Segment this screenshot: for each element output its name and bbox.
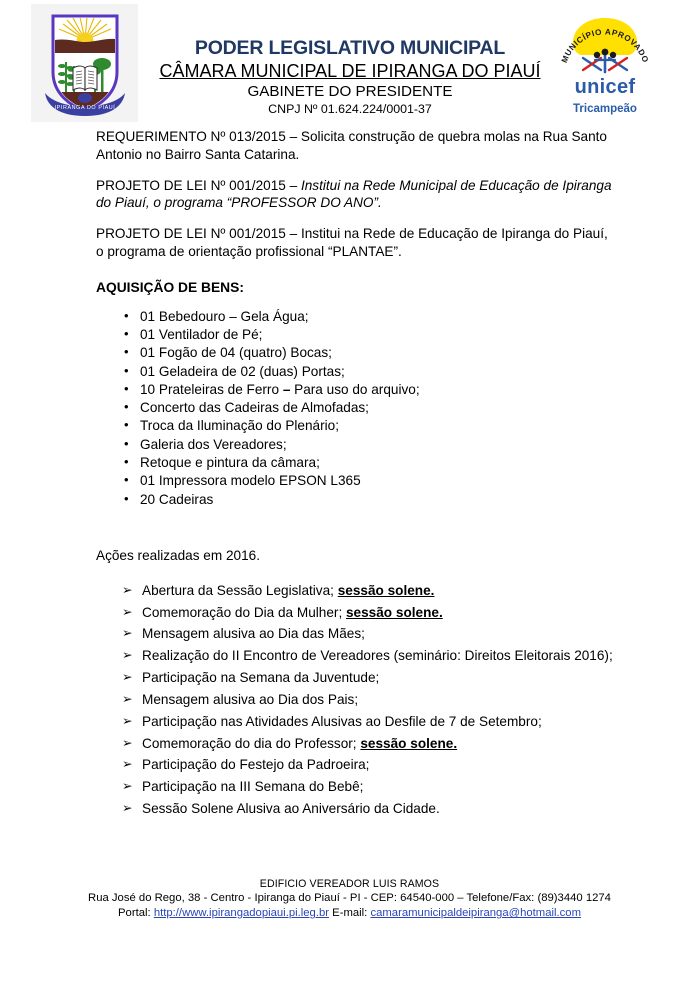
goods-item-text: 10 Prateleiras de Ferro (140, 381, 283, 397)
page-title: PODER LEGISLATIVO MUNICIPAL (194, 37, 506, 59)
coat-of-arms-icon (37, 10, 133, 120)
goods-item-emphasis: – (282, 381, 291, 397)
coat-of-arms-banner-text: IPIRANGA DO PIAUÍ (54, 105, 115, 111)
paragraph-rest-0: Solicita construção de quebra molas na Rua Santo Antonio no Bairro Santa Catarina. (96, 129, 607, 162)
document-body (0, 128, 699, 822)
actions-list-item (0, 735, 699, 753)
goods-item-text: Troca da Iluminação do Plenário; (140, 418, 339, 434)
actions-list-item (0, 800, 699, 818)
goods-heading: AQUISIÇÃO DE BENS: (96, 279, 244, 295)
action-item-text: Participação na Semana da Juventude; (142, 670, 380, 686)
paragraph-rest-1: Institui na Rede Municipal de Educação de Ipiranga do Piauí, o programa “PROFESSOR DO ANO”. (96, 177, 612, 211)
goods-item-text: 01 Fogão de 04 (quatro) Bocas; (140, 345, 332, 361)
action-item-text: Mensagem alusiva ao Dia das Mães; (142, 626, 365, 642)
footer-portal-label: Portal: (118, 907, 154, 920)
goods-list-item (0, 491, 699, 509)
actions-list-item (0, 582, 699, 600)
unicef-logo (553, 8, 657, 126)
actions-list-item (0, 691, 699, 709)
paragraph-lead-1: PROJETO DE LEI Nº 001/2015 – (96, 177, 301, 193)
goods-item-text: 01 Impressora modelo EPSON L365 (140, 473, 361, 489)
unicef-sun-icon (553, 8, 657, 76)
unicef-caption: Tricampeão (573, 103, 637, 115)
action-item-text: Mensagem alusiva ao Dia dos Pais; (142, 691, 359, 707)
paragraph-rest-2: Institui na Rede de Educação de Ipiranga do Piauí, o programa de orientação profissional “PLANTAE”. (96, 226, 608, 259)
header-title-block (140, 38, 560, 117)
document-footer (0, 875, 699, 921)
goods-list-item (0, 399, 699, 417)
unicef-arc-text: MUNICÍPIO APROVADO (559, 27, 651, 65)
goods-list-item (0, 326, 699, 344)
coat-of-arms-logo (31, 4, 138, 122)
paragraph-lead-2: PROJETO DE LEI Nº 001/2015 – (96, 226, 301, 242)
goods-list (0, 308, 699, 509)
office-name: GABINETE DO PRESIDENTE (247, 82, 453, 100)
chamber-name: CÂMARA MUNICIPAL DE IPIRANGA DO PIAUÍ (159, 60, 541, 81)
goods-list-item (0, 436, 699, 454)
actions-list-item (0, 669, 699, 687)
goods-item-text: 20 Cadeiras (140, 491, 214, 507)
paragraph-lead-0: REQUERIMENTO Nº 013/2015 – (96, 129, 301, 144)
goods-list-item (0, 363, 699, 381)
action-item-text: Comemoração do Dia da Mulher; (142, 604, 346, 620)
paragraph-projeto-lei-plantae (0, 225, 699, 261)
goods-item-text: 01 Ventilador de Pé; (140, 327, 263, 343)
footer-address: Rua José do Rego, 38 - Centro - Ipiranga do Piauí - PI - CEP: 64540-000 – Telefone/Fax: (89)3440 1274 (88, 892, 611, 905)
action-item-emphasis: sessão solene. (360, 735, 458, 751)
actions-list-item (0, 604, 699, 622)
action-item-text: Realização do II Encontro de Vereadores (seminário: Direitos Eleitorais 2016); (142, 648, 613, 664)
footer-links (0, 906, 699, 921)
footer-email-label: E-mail: (329, 907, 371, 920)
paragraph-projeto-lei-professor (0, 177, 699, 213)
action-item-text: Participação na III Semana do Bebê; (142, 779, 364, 795)
goods-list-item (0, 454, 699, 472)
portal-link[interactable]: http://www.ipirangadopiaui.pi.leg.br (153, 907, 330, 920)
document-header (0, 0, 699, 128)
goods-list-item (0, 472, 699, 490)
goods-item-text: Concerto das Cadeiras de Almofadas; (140, 400, 369, 416)
actions-list (0, 582, 699, 819)
action-item-text: Comemoração do dia do Professor; (142, 735, 361, 751)
footer-building: EDIFICIO VEREADOR LUIS RAMOS (259, 877, 440, 890)
action-item-emphasis: sessão solene. (346, 604, 443, 620)
goods-item-text: Retoque e pintura da câmara; (140, 455, 320, 471)
action-item-text: Participação nas Atividades Alusivas ao Desfile de 7 de Setembro; (142, 713, 542, 729)
actions-list-item (0, 713, 699, 731)
actions-list-item (0, 647, 699, 665)
goods-item-text: Galeria dos Vereadores; (140, 436, 287, 452)
cnpj-line: CNPJ Nº 01.624.224/0001-37 (268, 101, 432, 116)
email-link[interactable]: camaramunicipaldeipiranga@hotmail.com (370, 907, 581, 920)
action-item-text: Participação do Festejo da Padroeira; (142, 757, 370, 773)
unicef-wordmark: unicef (574, 76, 636, 98)
goods-item-text: 01 Bebedouro – Gela Água; (140, 308, 309, 324)
action-item-text: Abertura da Sessão Legislativa; (142, 582, 338, 598)
actions-intro: Ações realizadas em 2016. (96, 547, 260, 563)
actions-list-item (0, 778, 699, 796)
goods-list-item (0, 344, 699, 362)
actions-list-item (0, 625, 699, 643)
goods-item-text-tail: Para uso do arquivo; (290, 381, 420, 397)
unicef-sun-block (553, 8, 657, 76)
action-item-emphasis: sessão solene. (337, 582, 435, 598)
action-item-text: Sessão Solene Alusiva ao Aniversário da Cidade. (142, 801, 440, 817)
paragraph-requerimento (0, 128, 699, 164)
goods-list-item (0, 417, 699, 435)
goods-item-text: 01 Geladeira de 02 (duas) Portas; (140, 363, 345, 379)
actions-list-item (0, 756, 699, 774)
goods-list-item (0, 308, 699, 326)
goods-list-item (0, 381, 699, 399)
